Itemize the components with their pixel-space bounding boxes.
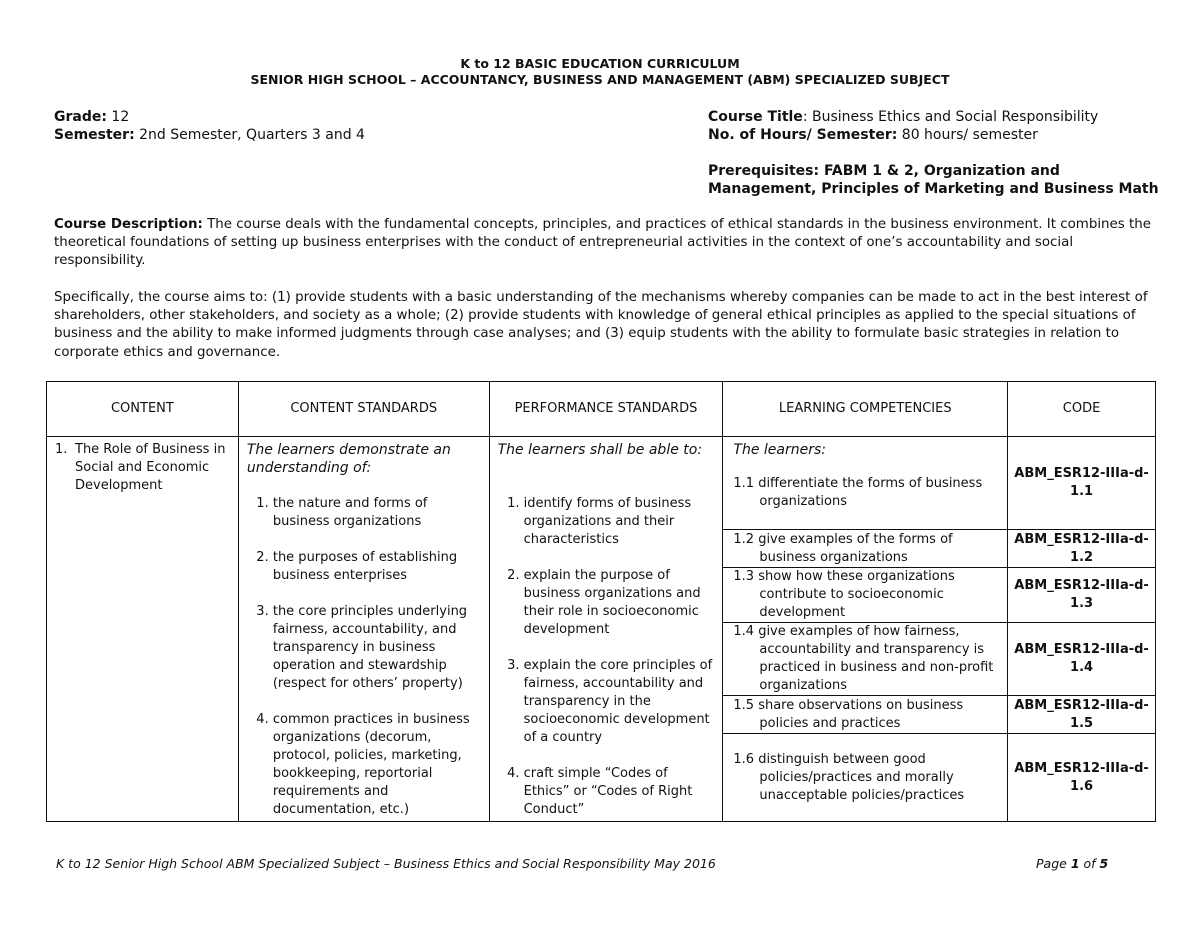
code-cell [1008,437,1156,822]
performance-standards-list [498,495,717,819]
hours-value: 80 hours/ semester [901,127,1038,143]
course-description-label: Course Description: [54,217,203,232]
code-1-3: ABM_ESR12-IIIa-d-1.3 [1008,567,1155,622]
semester-value: 2nd Semester, Quarters 3 and 4 [139,127,365,143]
lc-1-4: 1.4 give examples of how fairness, accountability and transparency is practiced in business and non-profit organizations [733,624,994,693]
code-1-5: ABM_ESR12-IIIa-d-1.5 [1008,695,1155,733]
document-header [0,56,1200,88]
content-cell [47,437,239,822]
code-1-2: ABM_ESR12-IIIa-d-1.2 [1008,529,1155,567]
lc-1-4-block [723,622,1007,695]
header-performance-standards: PERFORMANCE STANDARDS [489,382,723,437]
code-1-6: ABM_ESR12-IIIa-d-1.6 [1008,733,1155,821]
course-title-value: : Business Ethics and Social Responsibility [802,109,1099,125]
semester-label: Semester: [54,127,135,143]
lc-1-5: 1.5 share observations on business policies and practices [733,697,964,731]
table-header-row [47,382,1156,437]
list-item: 1. the nature and forms of business organizations [273,495,483,531]
table-row [47,437,1156,822]
page-current: 1 [1070,856,1080,871]
header-line-2: SENIOR HIGH SCHOOL – ACCOUNTANCY, BUSINESS AND MANAGEMENT (ABM) SPECIALIZED SUBJECT [250,72,950,87]
lc-1-6-block [723,733,1007,821]
grade-semester-info [54,108,365,144]
lc-1-3-block [723,567,1007,622]
list-item: 3. the core principles underlying fairness, accountability, and transparency in business operation and stewardship (respect for others’ property) [273,603,483,693]
grade-value: 12 [111,109,130,125]
page-of: of [1083,856,1096,871]
page-total: 5 [1099,856,1109,871]
code-1-4: ABM_ESR12-IIIa-d-1.4 [1008,622,1155,695]
course-description [54,216,1154,271]
header-line-1: K to 12 BASIC EDUCATION CURRICULUM [460,56,740,71]
course-info [708,108,1098,144]
prereq-line-2: Management, Principles of Marketing and Business Math [708,181,1159,197]
footer-text: K to 12 Senior High School ABM Specialized Subject – Business Ethics and Social Responsibility May 2016 [56,856,716,871]
course-title-label: Course Title [708,109,803,125]
lc-1-3: 1.3 show how these organizations contribute to socioeconomic development [733,569,955,620]
performance-standards-intro: The learners shall be able to: [497,442,703,458]
page-prefix: Page [1036,856,1067,871]
prerequisites [708,162,1168,198]
learning-competencies-cell [723,437,1008,822]
hours-label: No. of Hours/ Semester: [708,127,898,143]
lc-1-5-block [723,695,1007,733]
lc-1-1: 1.1 differentiate the forms of business organizations [733,476,983,509]
lc-1-2: 1.2 give examples of the forms of business organizations [733,531,953,565]
lc-intro: The learners: [733,442,826,458]
code-1-1: ABM_ESR12-IIIa-d-1.1 [1014,466,1149,499]
content-standards-list [247,495,483,819]
course-description-text: The course deals with the fundamental concepts, principles, and practices of ethical standards in the business environment. It combines the theoretical foundations of setting up business enterprises with the conduct of entrepreneurial activities in the context of one’s accountability and social responsibility. [54,217,1151,269]
content-number: 1. [55,442,68,457]
prereq-line-1: Prerequisites: FABM 1 & 2, Organization and [708,163,1060,179]
header-content-standards: CONTENT STANDARDS [238,382,489,437]
content-topic: The Role of Business in Social and Economic Development [75,442,226,493]
list-item: 2. the purposes of establishing business enterprises [273,549,483,585]
curriculum-table [46,381,1156,822]
list-item: 4. common practices in business organizations (decorum, protocol, policies, marketing, bookkeeping, reportorial requirements and documentation, etc.) [273,711,483,819]
content-standards-intro: The learners demonstrate an understanding of: [246,442,451,476]
page-number [1036,856,1108,871]
list-item: 3. explain the core principles of fairness, accountability and transparency in the socioeconomic development of a country [524,657,717,747]
course-aims: Specifically, the course aims to: (1) provide students with a basic understanding of the mechanisms whereby companies can be made to act in the best interest of shareholders, other stakeholders, and society as a whole; (2) provide students with knowledge of general ethical principles as applied to the special situations of business and the ability to make informed judgments through case analyses; and (3) equip students with the ability to formulate basic strategies in relation to corporate ethics and governance. [54,290,1148,360]
lc-1-1-block [723,437,1007,529]
list-item: 4. craft simple “Codes of Ethics” or “Codes of Right Conduct” [524,765,717,819]
performance-standards-cell [489,437,723,822]
list-item: 2. explain the purpose of business organizations and their role in socioeconomic development [524,567,717,639]
lc-1-6: 1.6 distinguish between good policies/practices and morally unacceptable policies/practices [733,751,965,803]
list-item: 1. identify forms of business organizations and their characteristics [524,495,717,549]
grade-label: Grade: [54,109,107,125]
header-content: CONTENT [47,382,239,437]
header-learning-competencies: LEARNING COMPETENCIES [723,382,1008,437]
lc-1-2-block [723,529,1007,567]
content-standards-cell [238,437,489,822]
header-code: CODE [1008,382,1156,437]
